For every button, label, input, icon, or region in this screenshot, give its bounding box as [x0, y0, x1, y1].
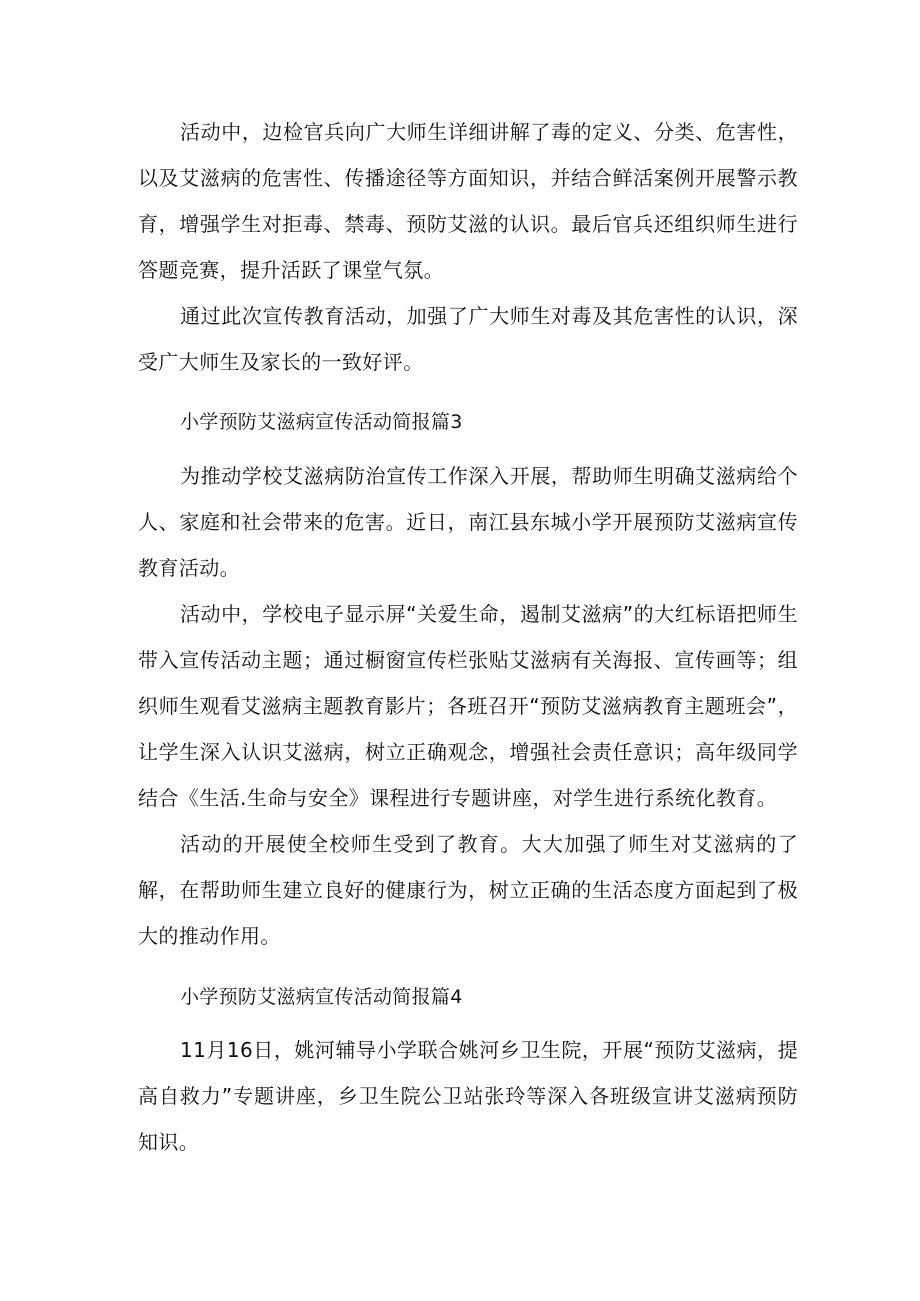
paragraph-section4-intro: 11月16日，姚河辅导小学联合姚河乡卫生院，开展“预防艾滋病，提高自救力”专题讲座，乡卫生院公卫站张玲等深入各班级宣讲艾滋病预防知识。 [138, 1038, 798, 1154]
paragraph-section3-result: 活动的开展使全校师生受到了教育。大大加强了师生对艾滋病的了解，在帮助师生建立良好的健康行为，树立正确的生活态度方面起到了极大的推动作用。 [138, 832, 798, 948]
paragraph-section3-activities: 活动中，学校电子显示屏“关爱生命，遏制艾滋病”的大红标语把师生带入宣传活动主题；通过橱窗宣传栏张贴艾滋病有关海报、宣传画等；组织师生观看艾滋病主题教育影片；各班召开“预防艾滋病教育主题班会”，让学生深入认识艾滋病，树立正确观念，增强社会责任意识；高年级同学结合《生活.生命与安全》课程进行专题讲座，对学生进行系统化教育。 [138, 602, 798, 810]
paragraph-activity-details: 活动中，边检官兵向广大师生详细讲解了毒的定义、分类、危害性，以及艾滋病的危害性、传播途径等方面知识，并结合鲜活案例开展警示教育，增强学生对拒毒、禁毒、预防艾滋的认识。最后官兵还组织师生进行答题竞赛，提升活跃了课堂气氛。 [138, 120, 798, 282]
section-heading-4: 小学预防艾滋病宣传活动简报篇4 [180, 986, 463, 1008]
paragraph-activity-result: 通过此次宣传教育活动，加强了广大师生对毒及其危害性的认识，深受广大师生及家长的一致好评。 [138, 304, 798, 374]
paragraph-section3-intro: 为推动学校艾滋病防治宣传工作深入开展，帮助师生明确艾滋病给个人、家庭和社会带来的危害。近日，南江县东城小学开展预防艾滋病宣传教育活动。 [138, 464, 798, 580]
section-heading-3: 小学预防艾滋病宣传活动简报篇3 [180, 411, 463, 433]
